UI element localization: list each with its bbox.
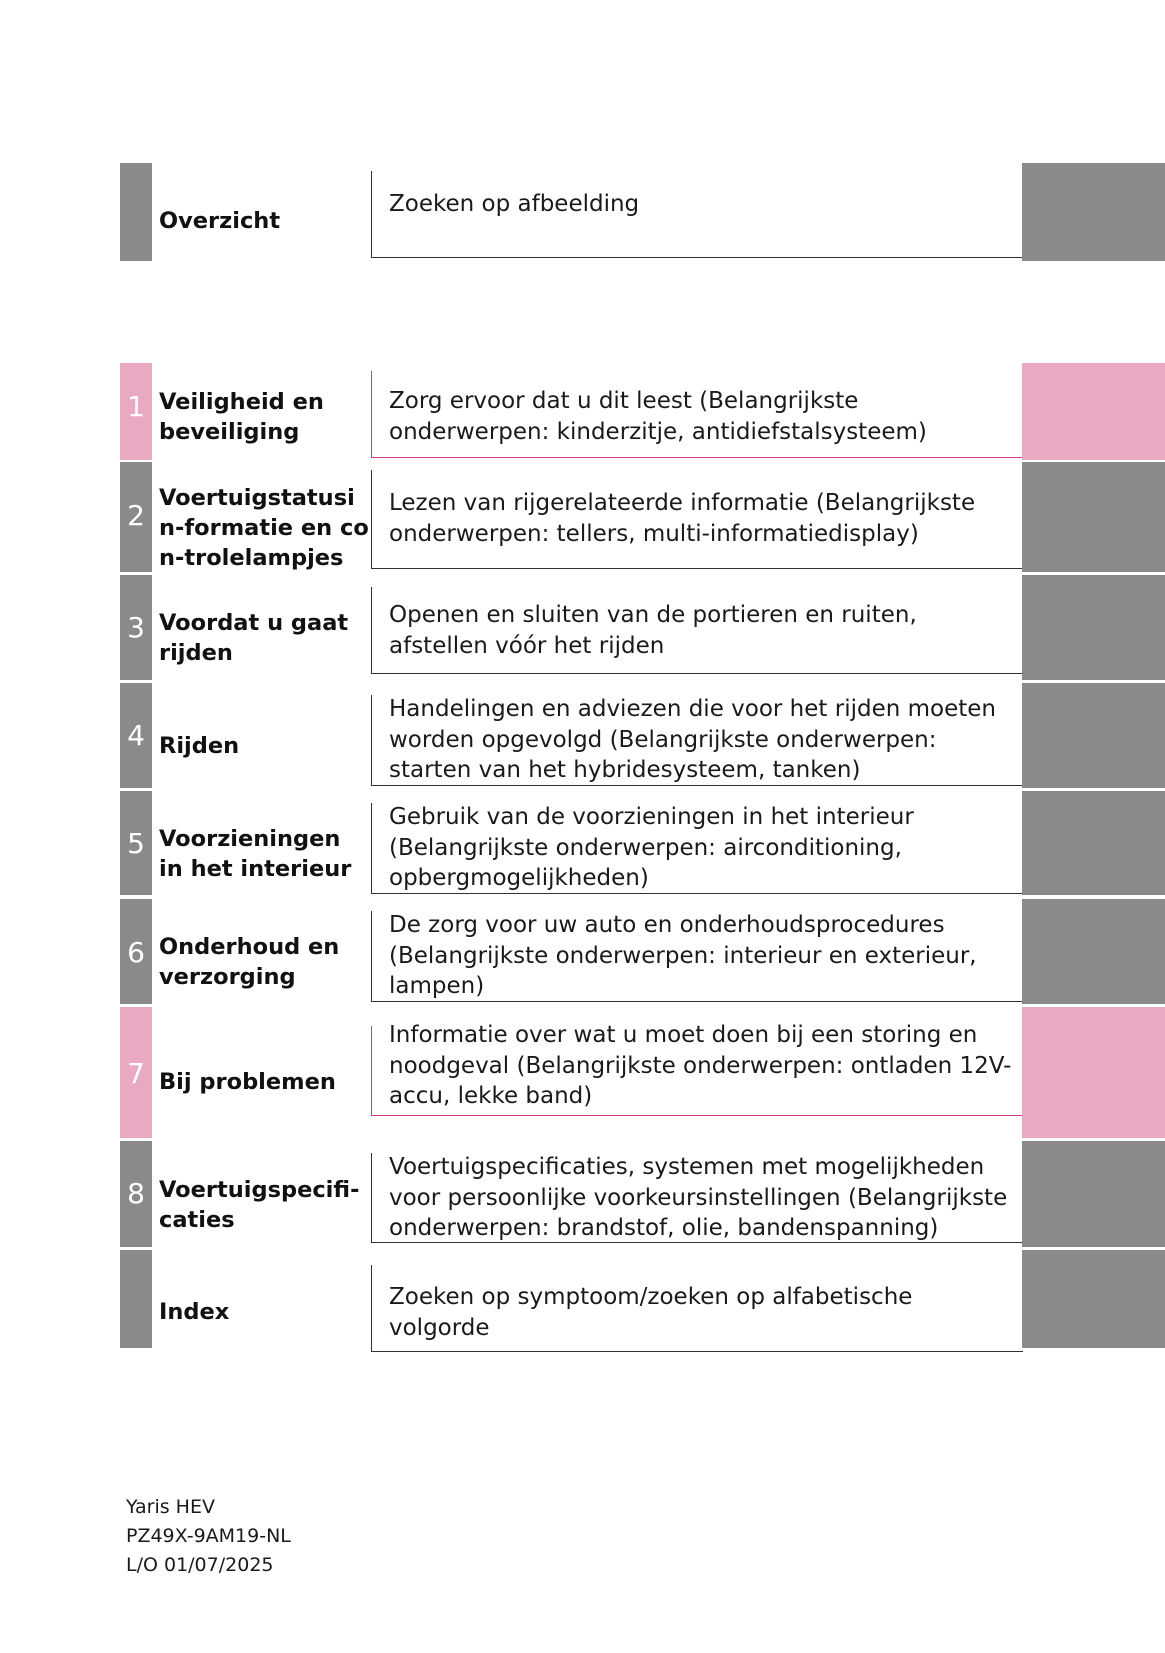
section-tab-right[interactable] (1022, 1007, 1165, 1138)
section-number: 8 (127, 1177, 145, 1210)
section-title: Voordat u gaat rijden (159, 610, 349, 666)
section-number: 1 (127, 390, 145, 423)
section-tab-right[interactable] (1022, 791, 1165, 895)
footer-code: PZ49X-9AM19-NL (126, 1525, 291, 1547)
section-title: Rijden (159, 733, 240, 759)
section-description: Lezen van rijgerelateerde informatie (Belangrijkste onderwerpen: tellers, multi-informatiedisplay) (389, 490, 976, 547)
section-tab-right[interactable] (1022, 1250, 1165, 1348)
section-tab-right[interactable] (1022, 163, 1165, 261)
section-7[interactable] (0, 1007, 1165, 1138)
section-8[interactable] (0, 1141, 1165, 1247)
section-description: Handelingen en adviezen die voor het rijden moeten worden opgevolgd (Belangrijkste onderwerpen: starten van het hybridesysteem, tanken) (389, 696, 996, 783)
section-description: Zorg ervoor dat u dit leest (Belangrijkste onderwerpen: kinderzitje, antidiefstalsysteem) (389, 388, 927, 445)
section-tab-right[interactable] (1022, 683, 1165, 788)
section-overzicht[interactable] (0, 163, 1165, 261)
section-description: Gebruik van de voorzieningen in het interieur (Belangrijkste onderwerpen: airconditioning, opbergmogelijkheden) (389, 804, 914, 891)
section-description-box (371, 371, 1023, 458)
section-description-box (371, 587, 1023, 674)
section-tab-right[interactable] (1022, 363, 1165, 460)
section-6[interactable] (0, 899, 1165, 1004)
section-tab-right[interactable] (1022, 575, 1165, 680)
section-title: Onderhoud en verzorging (159, 934, 340, 990)
section-2[interactable] (0, 462, 1165, 572)
footer-model: Yaris HEV (126, 1496, 215, 1518)
section-title: Voertuigspecifi-caties (159, 1177, 360, 1233)
section-tab-right[interactable] (1022, 1141, 1165, 1247)
section-tab-left (120, 1250, 152, 1348)
section-description: Voertuigspecificaties, systemen met mogelijkheden voor persoonlijke voorkeursinstellingen (Belangrijkste onderwerpen: brandstof, olie, bandenspanning) (389, 1154, 1008, 1241)
section-number: 2 (127, 499, 145, 532)
section-number: 3 (127, 611, 145, 644)
section-description-box (371, 470, 1023, 569)
section-4[interactable] (0, 683, 1165, 788)
section-description-box (371, 171, 1023, 258)
section-description-box (371, 911, 1023, 1002)
section-description-box (371, 1265, 1023, 1352)
section-description-box (371, 803, 1023, 894)
section-title: Voertuigstatusin-formatie en con-trolelampjes (159, 485, 369, 571)
section-tab-left (120, 163, 152, 261)
section-number: 4 (127, 719, 145, 752)
section-description: Openen en sluiten van de portieren en ruiten, afstellen vóór het rijden (389, 602, 917, 659)
section-tab-right[interactable] (1022, 899, 1165, 1004)
section-title: Overzicht (159, 208, 281, 234)
section-index[interactable] (0, 1250, 1165, 1348)
section-1[interactable] (0, 363, 1165, 460)
section-description: De zorg voor uw auto en onderhoudsprocedures (Belangrijkste onderwerpen: interieur en exterieur, lampen) (389, 912, 977, 999)
section-title: Bij problemen (159, 1069, 336, 1095)
section-3[interactable] (0, 575, 1165, 680)
section-description-box (371, 1153, 1023, 1243)
footer-date: L/O 01/07/2025 (126, 1554, 274, 1576)
section-number: 6 (127, 936, 145, 969)
section-title: Veiligheid en beveiliging (159, 389, 324, 445)
section-description: Zoeken op symptoom/zoeken op alfabetische volgorde (389, 1284, 913, 1341)
section-5[interactable] (0, 791, 1165, 895)
section-title: Index (159, 1299, 230, 1325)
section-description: Informatie over wat u moet doen bij een storing en noodgeval (Belangrijkste onderwerpen: ontladen 12V-accu, lekke band) (389, 1022, 1012, 1109)
section-description: Zoeken op afbeelding (389, 191, 640, 217)
section-description-box (371, 1022, 1023, 1116)
section-description-box (371, 695, 1023, 786)
section-title: Voorzieningen in het interieur (159, 826, 352, 882)
footer (126, 1493, 291, 1580)
section-number: 7 (127, 1057, 145, 1090)
section-number: 5 (127, 827, 145, 860)
section-tab-right[interactable] (1022, 462, 1165, 572)
